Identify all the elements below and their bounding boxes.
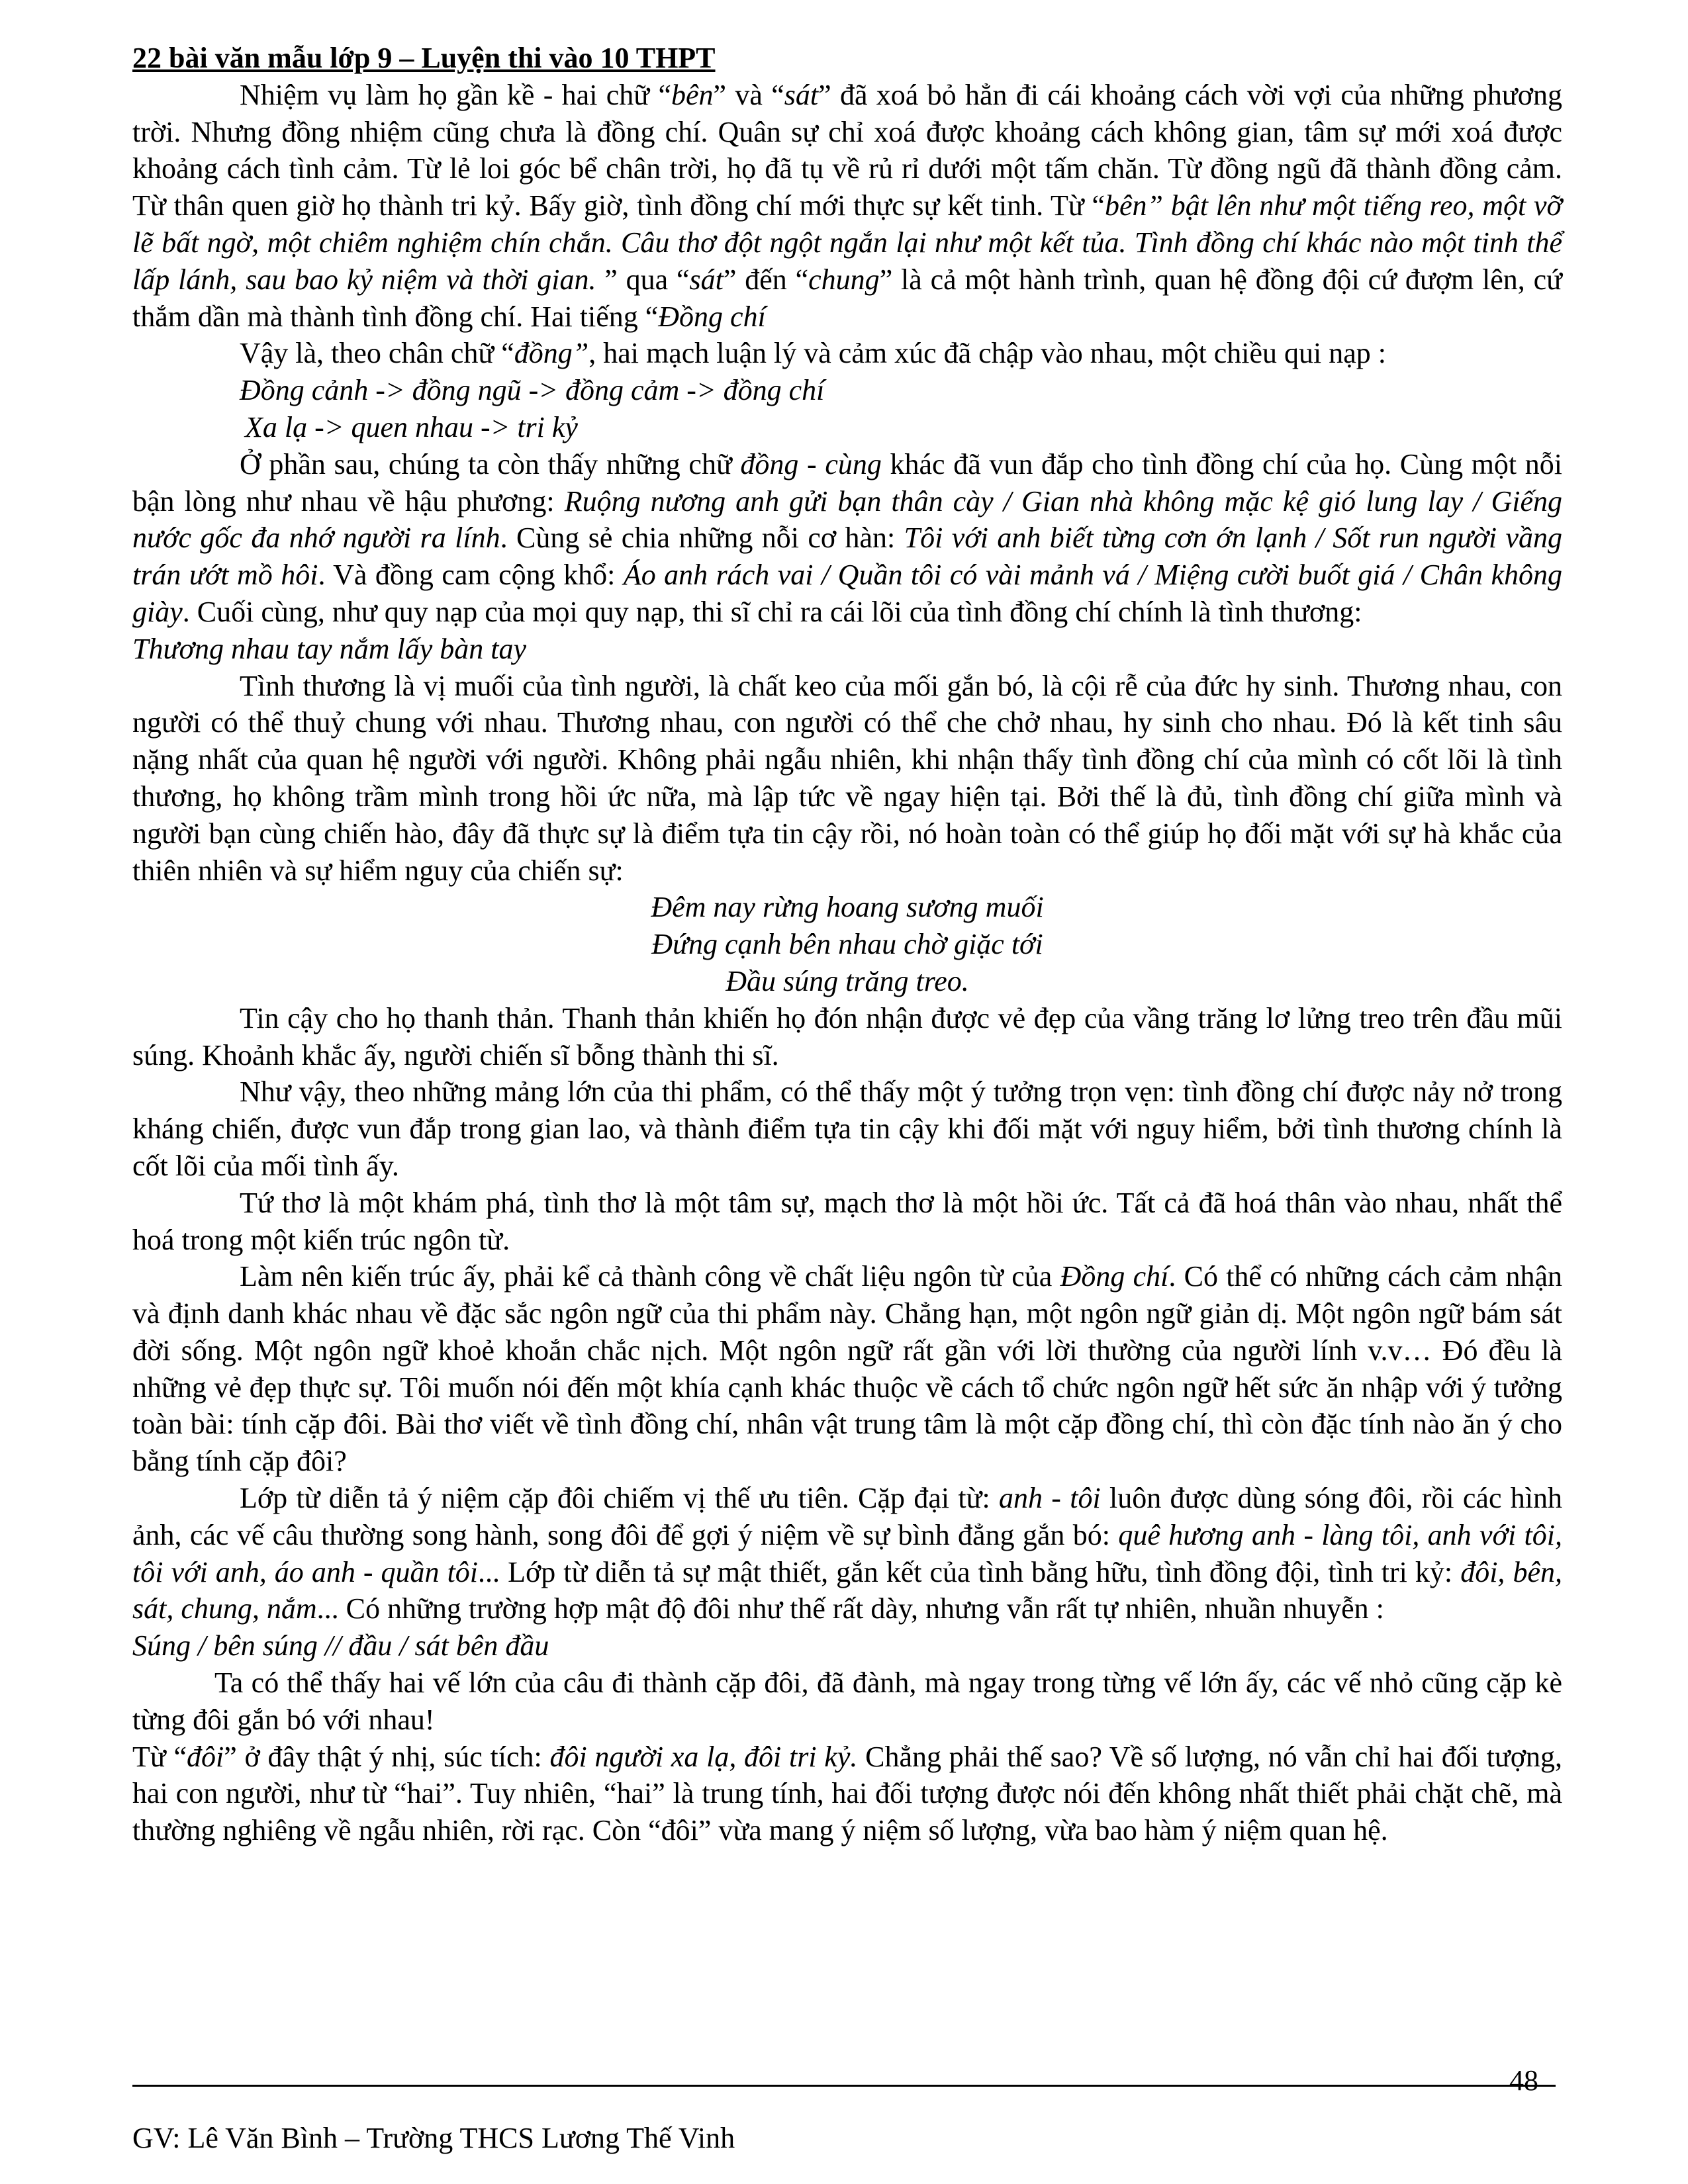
paragraph-4: Tình thương là vị muối của tình người, là chất keo của mối gắn bó, là cội rễ của đức hy sinh. Thương nhau, con người có thể thuỷ chung với nhau. Thương nhau, con người có thể che chở nhau, hy sinh cho nhau. Đó là kết tinh sâu nặng nhất của quan hệ người với người. Không phải ngẫu nhiên, khi nhận thấy tình đồng chí của mình có cốt lõi là tình thương, họ không trầm mình trong hồi ức nữa, mà lập tức về ngay hiện tại. Bởi thế là đủ, tình đồng chí giữa mình và người bạn cùng chiến hào, đây đã thực sự là điểm tựa tin cậy rồi, nó hoàn toàn có thể giúp họ đối mặt với sự hà khắc của thiên nhiên và sự hiểm nguy của chiến sự:: [132, 669, 1562, 887]
p11-text-c: ” ở đây thật ý nhị, súc tích:: [224, 1740, 550, 1773]
document-page: [132, 40, 1562, 1849]
footer-divider: [132, 2085, 1556, 2087]
p3-em-quote-1: Ruộng nương anh gửi bạn thân cày / Gian nhà không mặc kệ gió lung lay / Giếng nước gốc đa nhớ người ra lính: [132, 484, 1563, 555]
sequence-1-text: Đồng cảnh -> đồng ngũ -> đồng cảm -> đồng chí: [240, 374, 825, 407]
p1-em-quote: bên” bật lên như một tiếng reo, một vỡ lẽ bất ngờ, một chiêm nghiệm chín chắn. Câu thơ đột ngột ngắn lại như một kết tủa. Tình đồng chí khác nào một tinh thể lấp lánh, sau bao kỷ niệm và thời gian.: [132, 189, 1562, 296]
paragraph-5: Tin cậy cho họ thanh thản. Thanh thản khiến họ đón nhận được vẻ đẹp của vầng trăng lơ lửng treo trên đầu mũi súng. Khoảnh khắc ấy, người chiến sĩ bỗng thành thi sĩ.: [132, 1001, 1562, 1071]
paragraph-8: [132, 1258, 1562, 1480]
paragraph-3: [132, 446, 1562, 631]
quote-1-text: Thương nhau tay nắm lấy bàn tay: [132, 632, 526, 665]
footer-author: GV: Lê Văn Bình – Trường THCS Lương Thế Vinh: [132, 2122, 735, 2154]
p11-text-e: Chẳng phải thế sao? Về số lượng, nó vẫn chỉ hai đối tượng, hai con người, như từ “hai”. Tuy nhiên, “hai” là trung tính, hai đối tượng được nói đến không nhất thiết phải chặt chẽ, mà thường nghiêng về ngẫu nhiên, rời rạc. Còn “đôi” vừa mang ý niệm số lượng, vừa bao hàm ý niệm quan hệ.: [132, 1740, 1562, 1847]
p8-text-c: . Có thể có những cách cảm nhận và định danh khác nhau về đặc sắc ngôn ngữ của thi phẩm này. Chẳng hạn, một ngôn ngữ giản dị. Một ngôn ngữ bám sát đời sống. Một ngôn ngữ khoẻ khoắn chắc nịch. Một ngôn ngữ rất gần với lời thường của người lính v.v… Đó đều là những vẻ đẹp thực sự. Tôi muốn nói đến một khía cạnh khác thuộc về cách tổ chức ngôn ngữ hết sức ăn nhập với ý tưởng toàn bài: tính cặp đôi. Bài thơ viết về tình đồng chí, nhân vật trung tâm là một cặp đồng chí, thì còn đặc tính nào ăn ý cho bằng tính cặp đôi?: [132, 1260, 1562, 1478]
quote-line-2: [132, 1627, 1562, 1664]
page-number: 48: [1509, 2064, 1538, 2097]
p2-text-a: Vậy là, theo chân chữ “: [240, 337, 514, 370]
sequence-line-2: [132, 409, 1562, 446]
paragraph-10: Ta có thể thấy hai vế lớn của câu đi thành cặp đôi, đã đành, mà ngay trong từng vế lớn ấy, các vế nhỏ cũng cặp kè từng đôi gắn bó với nhau!: [132, 1666, 1562, 1736]
p1-em-sat: sát: [784, 78, 819, 111]
poem-line-3: [132, 963, 1562, 1000]
p3-text-i: . Cuối cùng, như quy nạp của mọi quy nạp, thi sĩ chỉ ra cái lõi của tình đồng chí chính là tình thương:: [182, 595, 1362, 628]
p1-text-g: ” qua “: [596, 263, 690, 296]
p11-text-a: Từ “: [132, 1740, 187, 1773]
p1-em-sat-2: sát: [689, 263, 724, 296]
p9-text-c: luôn được dùng sóng đôi, rồi các hình ảnh, các vế câu thường song hành, song đôi để gợi ý niệm về sự bình đẳng gắn bó:: [132, 1482, 1562, 1551]
p3-text-a: Ở phần sau, chúng ta còn thấy những chữ: [240, 447, 741, 480]
p1-text-c: ” và “: [713, 78, 784, 111]
paragraph-2: [132, 335, 1562, 372]
poem-line-1-text: Đêm nay rừng hoang sương muối: [651, 891, 1044, 924]
sequence-2-text: Xa lạ -> quen nhau -> tri kỷ: [245, 410, 578, 443]
p9-text-a: Lớp từ diễn tả ý niệm cặp đôi chiếm vị thế ưu tiên. Cặp đại từ:: [240, 1482, 999, 1515]
p11-em-doi-nguoi: đôi người xa lạ, đôi tri kỷ.: [549, 1740, 858, 1773]
paragraph-7: Tứ thơ là một khám phá, tình thơ là một tâm sự, mạch thơ là một hồi ức. Tất cả đã hoá thân vào nhau, nhất thể hoá trong một kiến trúc ngôn từ.: [132, 1186, 1562, 1256]
poem-line-2: [132, 926, 1562, 963]
p3-text-c: khác đã vun đắp cho tình đồng chí của họ. Cùng một nỗi bận lòng như nhau về hậu phương:: [132, 447, 1562, 518]
poem-line-3-text: Đầu súng trăng treo.: [726, 964, 969, 997]
poem-line-2-text: Đứng cạnh bên nhau chờ giặc tới: [651, 928, 1043, 961]
p9-text-e: ... Lớp từ diễn tả sự mật thiết, gắn kết của tình bằng hữu, tình đồng đội, tình tri kỷ:: [478, 1555, 1461, 1588]
p2-text-c: , hai mạch luận lý và cảm xúc đã chập vào nhau, một chiều qui nạp :: [588, 337, 1386, 370]
p3-em-quote-3: Áo anh rách vai / Quần tôi có vài mảnh vá / Miệng cười buốt giá / Chân không giày: [132, 559, 1562, 628]
p11-em-doi: đôi: [186, 1740, 224, 1773]
p3-text-e: . Cùng sẻ chia những nỗi cơ hàn:: [500, 522, 904, 555]
p8-em-dong-chi: Đồng chí: [1060, 1260, 1169, 1293]
paragraph-6: Như vậy, theo những mảng lớn của thi phẩm, có thể thấy một ý tưởng trọn vẹn: tình đồng chí được nảy nở trong kháng chiến, được vun đắp trong gian lao, và thành điểm tựa tin cậy khi đối mặt với nguy hiểm, bởi tình thương chính là cốt lõi của mối tình ấy.: [132, 1075, 1562, 1182]
poem-line-1: [132, 889, 1562, 926]
document-header-title: 22 bài văn mẫu lớp 9 – Luyện thi vào 10 THPT: [132, 42, 716, 74]
p3-text-g: . Và đồng cam cộng khổ:: [318, 559, 624, 592]
p8-text-a: Làm nên kiến trúc ấy, phải kể cả thành công về chất liệu ngôn từ của: [240, 1260, 1060, 1293]
paragraph-11: [132, 1739, 1562, 1849]
p1-text-i: ” đến “: [723, 263, 809, 296]
p1-text-e: ” đã xoá bỏ hẳn đi cái khoảng cách vời vợi của những phương trời. Nhưng đồng nhiệm cũng chưa là đồng chí. Quân sự chỉ xoá được khoảng cách không gian, tâm sự mới xoá được khoảng cách tình cảm. Từ lẻ loi góc bể chân trời, họ đã tụ về rủ rỉ dưới một tấm chăn. Từ đồng ngũ đã thành đồng cảm. Từ thân quen giờ họ thành tri kỷ. Bấy giờ, tình đồng chí mới thực sự kết tinh. Từ “: [132, 78, 1563, 222]
p9-em-doi-ben: đôi, bên, sát, chung, nắm: [132, 1555, 1562, 1625]
p1-em-ben: bên: [671, 78, 714, 111]
p1-text-k: ” là cả một hành trình, quan hệ đồng đội cứ đượm lên, cứ thắm dần mà thành tình đồng chí. Hai tiếng “: [132, 263, 1562, 333]
sequence-line-1: [132, 372, 1562, 409]
quote-line-1: [132, 631, 1562, 668]
p3-em-dong-cung: đồng - cùng: [740, 447, 882, 480]
p1-em-dong-chi: Đồng chí: [658, 300, 766, 333]
p9-em-anh-toi: anh - tôi: [999, 1482, 1101, 1515]
p1-em-chung: chung: [808, 263, 880, 296]
p9-text-g: ... Có những trường hợp mật độ đôi như thế rất dày, nhưng vẫn rất tự nhiên, nhuần nhuyễn :: [316, 1592, 1384, 1625]
quote-2-text: Súng / bên súng // đầu / sát bên đầu: [132, 1629, 549, 1662]
p9-em-que-huong: quê hương anh - làng tôi, anh với tôi, tôi với anh, áo anh - quần tôi: [132, 1518, 1562, 1588]
p3-em-quote-2: Tôi với anh biết từng cơn ớn lạnh / Sốt run người vầng trán ướt mồ hôi: [132, 522, 1562, 592]
p2-em-dong: đồng”: [514, 337, 589, 370]
paragraph-1: [132, 77, 1562, 336]
p1-text-a: Nhiệm vụ làm họ gần kề - hai chữ “: [240, 78, 671, 111]
paragraph-9: [132, 1480, 1562, 1627]
